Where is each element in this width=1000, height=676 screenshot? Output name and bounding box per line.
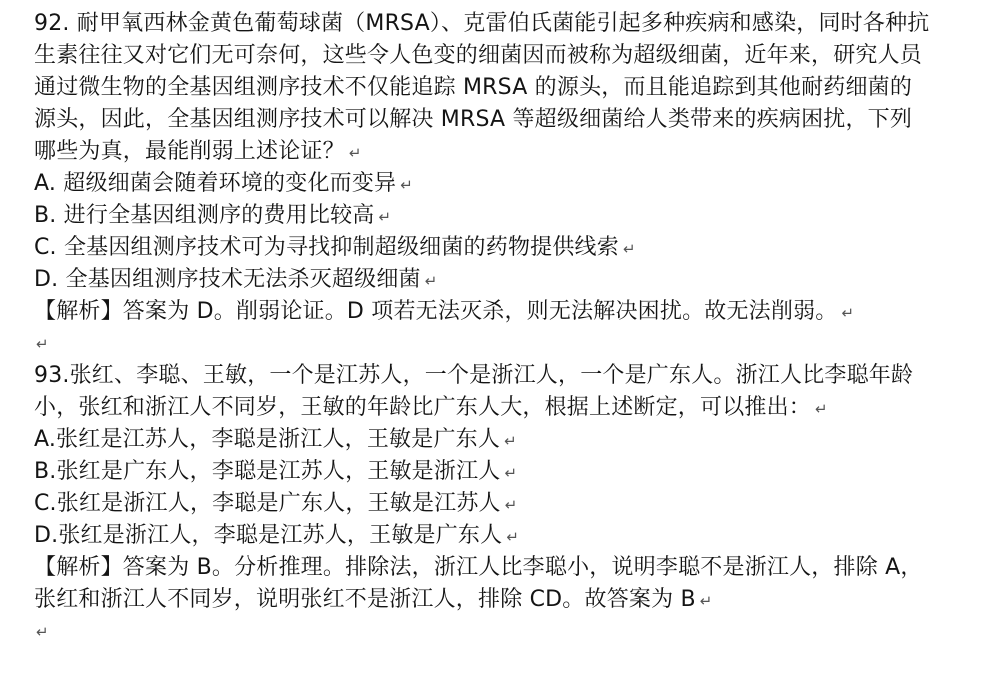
q93-analysis-line-2: 张红和浙江人不同岁，说明张红不是浙江人，排除 CD。故答案为 B [34,587,696,612]
q93-option-c-wrap [34,488,984,520]
q92-option-c: C. 全基因组测序技术可为寻找抑制超级细菌的药物提供线索 [34,235,619,260]
q93-analysis-line-2-wrap [34,584,984,616]
q92-option-c-wrap [34,232,984,264]
q92-stem-line-1: 92. 耐甲氧西林金黄色葡萄球菌（MRSA）、克雷伯氏菌能引起多种疾病和感染，同时各种抗 [34,11,930,36]
q93-stem-line-1: 93.张红、李聪、王敏，一个是江苏人，一个是浙江人，一个是广东人。浙江人比李聪年龄 [34,363,914,388]
q93-option-c: C.张红是浙江人，李聪是广东人，王敏是江苏人 [34,491,501,516]
paragraph-return-icon: ↵ [424,272,438,290]
paragraph-return-icon: ↵ [815,400,828,418]
q92-stem-line-4: 源头，因此，全基因组测序技术可以解决 MRSA 等超级细菌给人类带来的疾病困扰，下列 [34,107,913,132]
q92-analysis-wrap [34,296,984,328]
q92-stem-line-3: 通过微生物的全基因组测序技术不仅能追踪 MRSA 的源头，而且能追踪到其他耐药细菌的 [34,75,913,100]
paragraph-return-icon: ↵ [504,432,517,450]
q92-stem-line-5-wrap [34,136,984,168]
empty-paragraph-return-icon: ↵ [36,335,49,353]
q92-option-b-wrap [34,200,984,232]
paragraph-return-icon: ↵ [348,144,362,162]
paragraph-return-icon: ↵ [622,240,636,258]
q92-option-b: B. 进行全基因组测序的费用比较高 [34,203,375,228]
q93-stem-line-2: 小，张红和浙江人不同岁，王敏的年龄比广东人大，根据上述断定，可以推出： [34,395,812,420]
paragraph-return-icon: ↵ [699,592,713,610]
q92-stem-line-2: 生素往往又对它们无可奈何，这些令人色变的细菌因而被称为超级细菌，近年来，研究人员 [34,43,923,68]
question-93 [34,360,984,648]
q93-stem-line-2-wrap [34,392,984,424]
paragraph-return-icon: ↵ [378,208,392,226]
paragraph-return-icon: ↵ [506,528,520,546]
q92-option-d: D. 全基因组测序技术无法杀灭超级细菌 [34,267,421,292]
q92-stem-line-5: 哪些为真，最能削弱上述论证？ [34,139,345,164]
q93-option-d: D.张红是浙江人，李聪是江苏人，王敏是广东人 [34,523,503,548]
q93-option-b: B.张红是广东人，李聪是江苏人，王敏是浙江人 [34,459,501,484]
q92-option-a: A. 超级细菌会随着环境的变化而变异 [34,171,397,196]
q93-option-a: A.张红是江苏人，李聪是浙江人，王敏是广东人 [34,427,501,452]
document-page [34,8,984,648]
q93-option-a-wrap [34,424,984,456]
q92-option-a-wrap [34,168,984,200]
q92-option-d-wrap [34,264,984,296]
paragraph-return-icon: ↵ [400,176,414,194]
paragraph-return-icon: ↵ [504,464,518,482]
empty-paragraph-return-icon: ↵ [36,623,49,641]
paragraph-return-icon: ↵ [841,304,855,322]
paragraph-return-icon: ↵ [504,496,518,514]
question-92 [34,8,984,360]
q93-option-b-wrap [34,456,984,488]
q92-analysis: 【解析】答案为 D。削弱论证。D 项若无法灭杀，则无法解决困扰。故无法削弱。 [34,299,838,324]
q93-analysis-line-1: 【解析】答案为 B。分析推理。排除法，浙江人比李聪小，说明李聪不是浙江人，排除 A， [34,555,923,580]
q93-option-d-wrap [34,520,984,552]
